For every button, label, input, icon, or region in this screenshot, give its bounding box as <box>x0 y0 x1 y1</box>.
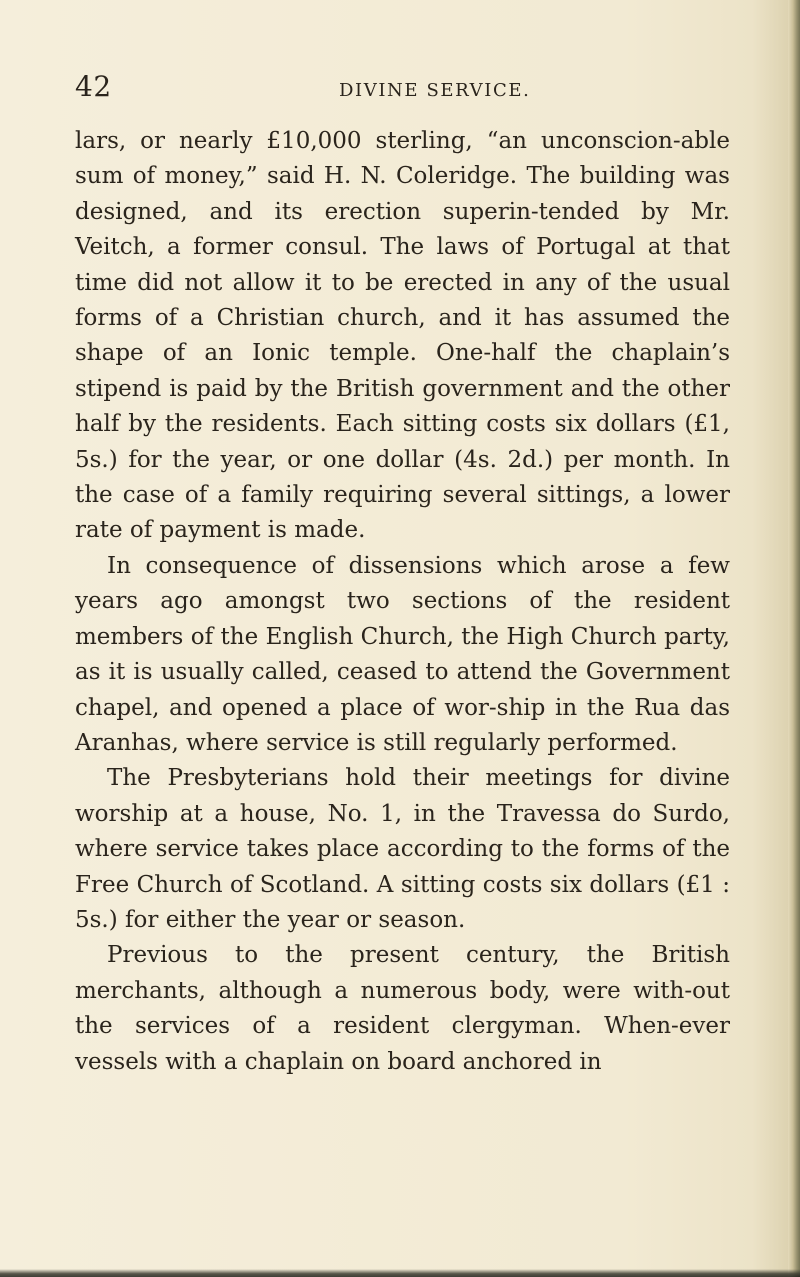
paragraph-1: lars, or nearly £10,000 sterling, “an unconscion-able sum of money,” said H. N. Coleridge. The building was designed, and its erection superin-tended by Mr. Veitch, a former consul. The laws of Portugal at that time did not allow it to be erected in any of the usual forms of a Christian church, and it has assumed the shape of an Ionic temple. One-half the chaplain’s stipend is paid by the British government and the other half by the residents. Each sitting costs six dollars (£1, 5s.) for the year, or one dollar (4s. 2d.) per month. In the case of a family requiring several sittings, a lower rate of payment is made. <box>75 128 730 544</box>
page-number: 42 <box>75 70 112 103</box>
body-text <box>75 124 730 1080</box>
page-bottom-shadow <box>0 1269 800 1277</box>
running-header <box>75 70 725 104</box>
paragraph-2: In consequence of dissensions which arose a few years ago amongst two sections of the resident members of the English Church, the High Church party, as it is usually called, ceased to attend the Government chapel, and opened a place of wor-ship in the Rua das Aranhas, where service is still regularly performed. <box>75 552 730 756</box>
paragraph-3: The Presbyterians hold their meetings for divine worship at a house, No. 1, in the Travessa do Surdo, where service takes place according to the forms of the Free Church of Scotland. A sitting costs six dollars (£1 : 5s.) for either the year or season. <box>75 765 730 933</box>
running-title: DIVINE SERVICE. <box>339 80 531 101</box>
page-edge-shadow <box>788 0 800 1277</box>
paragraph-4: Previous to the present century, the British merchants, although a numerous body, were with-out the services of a resident clergyman. When-ever vessels with a chaplain on board anchored in <box>75 942 730 1075</box>
